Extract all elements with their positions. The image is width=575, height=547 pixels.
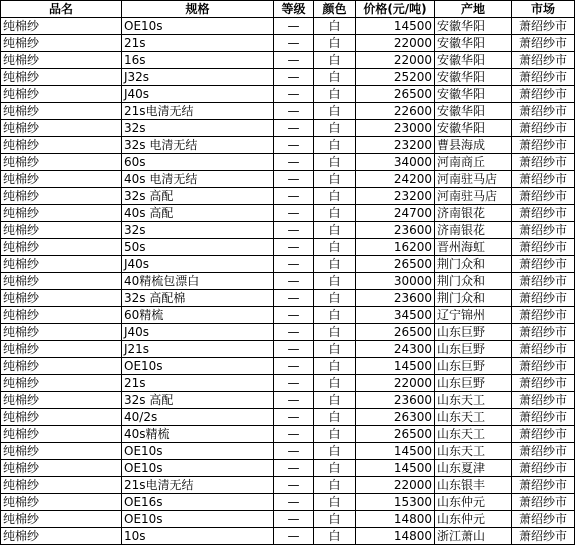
cell-grade: — <box>274 120 314 137</box>
cell-grade: — <box>274 477 314 494</box>
cell-grade: — <box>274 222 314 239</box>
cell-grade: — <box>274 307 314 324</box>
cell-name: 纯棉纱 <box>1 154 122 171</box>
cell-color: 白 <box>314 18 356 35</box>
cell-grade: — <box>274 86 314 103</box>
table-row <box>1 341 575 358</box>
cell-price: 23600 <box>356 392 435 409</box>
column-header-name: 品名 <box>1 1 122 18</box>
cell-spec: 21s电清无结 <box>122 477 274 494</box>
table-row <box>1 103 575 120</box>
cell-name: 纯棉纱 <box>1 375 122 392</box>
table-row <box>1 511 575 528</box>
cell-market: 萧绍纱市 <box>512 324 575 341</box>
cell-color: 白 <box>314 477 356 494</box>
cell-spec: 10s <box>122 528 274 545</box>
cell-price: 22000 <box>356 375 435 392</box>
table-row <box>1 460 575 477</box>
cell-spec: J40s <box>122 86 274 103</box>
cell-market: 萧绍纱市 <box>512 52 575 69</box>
cell-name: 纯棉纱 <box>1 494 122 511</box>
cell-color: 白 <box>314 375 356 392</box>
cell-price: 22000 <box>356 35 435 52</box>
cell-name: 纯棉纱 <box>1 477 122 494</box>
cell-grade: — <box>274 528 314 545</box>
cell-grade: — <box>274 273 314 290</box>
cell-color: 白 <box>314 171 356 188</box>
table-row <box>1 375 575 392</box>
cell-color: 白 <box>314 392 356 409</box>
cell-color: 白 <box>314 239 356 256</box>
cell-name: 纯棉纱 <box>1 341 122 358</box>
cell-name: 纯棉纱 <box>1 256 122 273</box>
cell-name: 纯棉纱 <box>1 120 122 137</box>
cell-spec: 32s 高配 <box>122 392 274 409</box>
table-row <box>1 477 575 494</box>
cell-origin: 荆门众和 <box>435 273 512 290</box>
cell-name: 纯棉纱 <box>1 358 122 375</box>
header-row <box>1 1 575 18</box>
cell-origin: 河南驻马店 <box>435 171 512 188</box>
cell-color: 白 <box>314 103 356 120</box>
cell-price: 26500 <box>356 324 435 341</box>
cell-price: 24700 <box>356 205 435 222</box>
cell-name: 纯棉纱 <box>1 222 122 239</box>
cell-grade: — <box>274 103 314 120</box>
table-row <box>1 86 575 103</box>
cell-spec: 32s 高配 <box>122 188 274 205</box>
cell-grade: — <box>274 290 314 307</box>
cell-name: 纯棉纱 <box>1 103 122 120</box>
cell-color: 白 <box>314 154 356 171</box>
cell-name: 纯棉纱 <box>1 528 122 545</box>
cell-market: 萧绍纱市 <box>512 69 575 86</box>
cell-color: 白 <box>314 528 356 545</box>
cell-market: 萧绍纱市 <box>512 341 575 358</box>
cell-market: 萧绍纱市 <box>512 290 575 307</box>
cell-origin: 安徽华阳 <box>435 103 512 120</box>
cell-grade: — <box>274 188 314 205</box>
cell-market: 萧绍纱市 <box>512 307 575 324</box>
cell-color: 白 <box>314 409 356 426</box>
cell-price: 14500 <box>356 18 435 35</box>
cell-market: 萧绍纱市 <box>512 494 575 511</box>
cell-spec: 40s精梳 <box>122 426 274 443</box>
table-row <box>1 426 575 443</box>
cell-name: 纯棉纱 <box>1 460 122 477</box>
table-row <box>1 409 575 426</box>
cell-grade: — <box>274 511 314 528</box>
cell-spec: 32s <box>122 222 274 239</box>
cell-market: 萧绍纱市 <box>512 120 575 137</box>
cell-origin: 山东巨野 <box>435 358 512 375</box>
cell-market: 萧绍纱市 <box>512 171 575 188</box>
table-row <box>1 324 575 341</box>
table-row <box>1 18 575 35</box>
cell-grade: — <box>274 375 314 392</box>
cell-name: 纯棉纱 <box>1 409 122 426</box>
cell-origin: 安徽华阳 <box>435 120 512 137</box>
cell-grade: — <box>274 341 314 358</box>
cell-name: 纯棉纱 <box>1 69 122 86</box>
cell-spec: 32s 电清无结 <box>122 137 274 154</box>
cell-color: 白 <box>314 443 356 460</box>
cell-grade: — <box>274 392 314 409</box>
cell-origin: 辽宁锦州 <box>435 307 512 324</box>
cell-price: 14800 <box>356 528 435 545</box>
cell-price: 14500 <box>356 443 435 460</box>
cell-spec: 40/2s <box>122 409 274 426</box>
cell-name: 纯棉纱 <box>1 205 122 222</box>
cell-grade: — <box>274 52 314 69</box>
cell-name: 纯棉纱 <box>1 290 122 307</box>
cell-name: 纯棉纱 <box>1 392 122 409</box>
cell-origin: 安徽华阳 <box>435 69 512 86</box>
cell-name: 纯棉纱 <box>1 137 122 154</box>
column-header-market: 市场 <box>512 1 575 18</box>
table-row <box>1 154 575 171</box>
cell-grade: — <box>274 205 314 222</box>
cell-name: 纯棉纱 <box>1 307 122 324</box>
cell-price: 34500 <box>356 307 435 324</box>
cell-price: 14500 <box>356 460 435 477</box>
cell-origin: 安徽华阳 <box>435 18 512 35</box>
cell-price: 23200 <box>356 188 435 205</box>
cell-color: 白 <box>314 511 356 528</box>
cell-market: 萧绍纱市 <box>512 426 575 443</box>
cell-origin: 安徽华阳 <box>435 35 512 52</box>
cell-color: 白 <box>314 35 356 52</box>
cell-origin: 山东夏津 <box>435 460 512 477</box>
cell-grade: — <box>274 494 314 511</box>
cell-price: 14800 <box>356 511 435 528</box>
cell-grade: — <box>274 171 314 188</box>
cell-spec: 21s <box>122 375 274 392</box>
cell-spec: 40精梳包漂白 <box>122 273 274 290</box>
cell-spec: 40s 高配 <box>122 205 274 222</box>
cell-market: 萧绍纱市 <box>512 375 575 392</box>
cell-name: 纯棉纱 <box>1 426 122 443</box>
cell-origin: 山东巨野 <box>435 375 512 392</box>
cell-price: 14500 <box>356 358 435 375</box>
cell-color: 白 <box>314 222 356 239</box>
cell-color: 白 <box>314 137 356 154</box>
cell-origin: 济南银花 <box>435 205 512 222</box>
cell-price: 26500 <box>356 426 435 443</box>
cell-price: 15300 <box>356 494 435 511</box>
table-body <box>1 18 575 545</box>
cell-grade: — <box>274 460 314 477</box>
cell-grade: — <box>274 69 314 86</box>
cell-color: 白 <box>314 494 356 511</box>
cell-name: 纯棉纱 <box>1 18 122 35</box>
cell-market: 萧绍纱市 <box>512 188 575 205</box>
table-row <box>1 52 575 69</box>
cell-name: 纯棉纱 <box>1 324 122 341</box>
cell-color: 白 <box>314 120 356 137</box>
cell-color: 白 <box>314 69 356 86</box>
cell-grade: — <box>274 18 314 35</box>
cell-market: 萧绍纱市 <box>512 239 575 256</box>
cell-origin: 河南商丘 <box>435 154 512 171</box>
table-row <box>1 528 575 545</box>
cell-market: 萧绍纱市 <box>512 273 575 290</box>
cell-origin: 安徽华阳 <box>435 52 512 69</box>
table-row <box>1 443 575 460</box>
cell-spec: 60精梳 <box>122 307 274 324</box>
column-header-color: 颜色 <box>314 1 356 18</box>
cell-price: 26500 <box>356 256 435 273</box>
cell-grade: — <box>274 35 314 52</box>
cell-price: 22000 <box>356 477 435 494</box>
cell-color: 白 <box>314 426 356 443</box>
cell-price: 26500 <box>356 86 435 103</box>
cell-grade: — <box>274 358 314 375</box>
table-row <box>1 239 575 256</box>
cell-spec: 32s 高配棉 <box>122 290 274 307</box>
cell-origin: 山东天工 <box>435 392 512 409</box>
column-header-grade: 等级 <box>274 1 314 18</box>
cell-origin: 晋州海虹 <box>435 239 512 256</box>
cell-price: 26300 <box>356 409 435 426</box>
cell-price: 24200 <box>356 171 435 188</box>
cell-grade: — <box>274 443 314 460</box>
cell-market: 萧绍纱市 <box>512 443 575 460</box>
cell-price: 23200 <box>356 137 435 154</box>
cell-spec: 60s <box>122 154 274 171</box>
cell-grade: — <box>274 137 314 154</box>
table-row <box>1 222 575 239</box>
cell-origin: 山东巨野 <box>435 324 512 341</box>
table-row <box>1 290 575 307</box>
cell-color: 白 <box>314 307 356 324</box>
cell-origin: 山东巨野 <box>435 341 512 358</box>
table-row <box>1 188 575 205</box>
cell-spec: 21s电清无结 <box>122 103 274 120</box>
cell-spec: 32s <box>122 120 274 137</box>
cell-spec: J32s <box>122 69 274 86</box>
cell-origin: 荆门众和 <box>435 290 512 307</box>
cell-grade: — <box>274 426 314 443</box>
cell-origin: 山东仲元 <box>435 494 512 511</box>
table-row <box>1 69 575 86</box>
cell-color: 白 <box>314 460 356 477</box>
cell-market: 萧绍纱市 <box>512 18 575 35</box>
cell-name: 纯棉纱 <box>1 188 122 205</box>
cell-spec: 40s 电清无结 <box>122 171 274 188</box>
table-row <box>1 137 575 154</box>
cell-spec: OE10s <box>122 443 274 460</box>
cell-spec: OE16s <box>122 494 274 511</box>
cell-spec: J40s <box>122 324 274 341</box>
cell-spec: 16s <box>122 52 274 69</box>
cell-price: 22600 <box>356 103 435 120</box>
cell-market: 萧绍纱市 <box>512 256 575 273</box>
cell-color: 白 <box>314 341 356 358</box>
cell-price: 23000 <box>356 120 435 137</box>
table-row <box>1 273 575 290</box>
cell-origin: 山东天工 <box>435 443 512 460</box>
table-row <box>1 358 575 375</box>
cell-market: 萧绍纱市 <box>512 86 575 103</box>
cell-color: 白 <box>314 86 356 103</box>
table-row <box>1 171 575 188</box>
cell-grade: — <box>274 154 314 171</box>
cell-origin: 济南银花 <box>435 222 512 239</box>
cell-market: 萧绍纱市 <box>512 137 575 154</box>
cell-name: 纯棉纱 <box>1 273 122 290</box>
cell-color: 白 <box>314 358 356 375</box>
cell-market: 萧绍纱市 <box>512 222 575 239</box>
cell-spec: OE10s <box>122 18 274 35</box>
cell-price: 34000 <box>356 154 435 171</box>
cell-origin: 浙江萧山 <box>435 528 512 545</box>
cell-market: 萧绍纱市 <box>512 460 575 477</box>
table-row <box>1 256 575 273</box>
cell-price: 16200 <box>356 239 435 256</box>
cell-origin: 曹县海成 <box>435 137 512 154</box>
cell-price: 23600 <box>356 290 435 307</box>
table-row <box>1 35 575 52</box>
cell-market: 萧绍纱市 <box>512 103 575 120</box>
cell-color: 白 <box>314 324 356 341</box>
cell-market: 萧绍纱市 <box>512 477 575 494</box>
cell-grade: — <box>274 239 314 256</box>
column-header-spec: 规格 <box>122 1 274 18</box>
cell-price: 25200 <box>356 69 435 86</box>
cell-market: 萧绍纱市 <box>512 154 575 171</box>
cell-grade: — <box>274 256 314 273</box>
cell-name: 纯棉纱 <box>1 443 122 460</box>
cell-name: 纯棉纱 <box>1 52 122 69</box>
table-row <box>1 120 575 137</box>
table-row <box>1 205 575 222</box>
column-header-price: 价格(元/吨) <box>356 1 435 18</box>
cell-name: 纯棉纱 <box>1 171 122 188</box>
cell-color: 白 <box>314 273 356 290</box>
cell-market: 萧绍纱市 <box>512 205 575 222</box>
cell-spec: OE10s <box>122 511 274 528</box>
cell-price: 22000 <box>356 52 435 69</box>
cell-spec: 21s <box>122 35 274 52</box>
cell-origin: 山东天工 <box>435 426 512 443</box>
cell-market: 萧绍纱市 <box>512 409 575 426</box>
table-row <box>1 392 575 409</box>
cell-price: 23600 <box>356 222 435 239</box>
cell-origin: 山东天工 <box>435 409 512 426</box>
cell-spec: J21s <box>122 341 274 358</box>
table-row <box>1 307 575 324</box>
cell-market: 萧绍纱市 <box>512 35 575 52</box>
cell-spec: OE10s <box>122 358 274 375</box>
cell-color: 白 <box>314 290 356 307</box>
cell-spec: OE10s <box>122 460 274 477</box>
cell-spec: J40s <box>122 256 274 273</box>
table-row <box>1 494 575 511</box>
cell-market: 萧绍纱市 <box>512 511 575 528</box>
cell-price: 30000 <box>356 273 435 290</box>
cell-price: 24300 <box>356 341 435 358</box>
cell-grade: — <box>274 324 314 341</box>
column-header-origin: 产地 <box>435 1 512 18</box>
cell-name: 纯棉纱 <box>1 86 122 103</box>
cell-origin: 荆门众和 <box>435 256 512 273</box>
cell-market: 萧绍纱市 <box>512 392 575 409</box>
cell-origin: 山东银丰 <box>435 477 512 494</box>
cell-name: 纯棉纱 <box>1 35 122 52</box>
cell-market: 萧绍纱市 <box>512 358 575 375</box>
cell-color: 白 <box>314 256 356 273</box>
cell-grade: — <box>274 409 314 426</box>
cell-name: 纯棉纱 <box>1 511 122 528</box>
cell-spec: 50s <box>122 239 274 256</box>
cell-origin: 安徽华阳 <box>435 86 512 103</box>
cell-name: 纯棉纱 <box>1 239 122 256</box>
cell-color: 白 <box>314 188 356 205</box>
cell-origin: 山东仲元 <box>435 511 512 528</box>
cell-color: 白 <box>314 205 356 222</box>
cell-color: 白 <box>314 52 356 69</box>
cell-market: 萧绍纱市 <box>512 528 575 545</box>
cell-origin: 河南驻马店 <box>435 188 512 205</box>
